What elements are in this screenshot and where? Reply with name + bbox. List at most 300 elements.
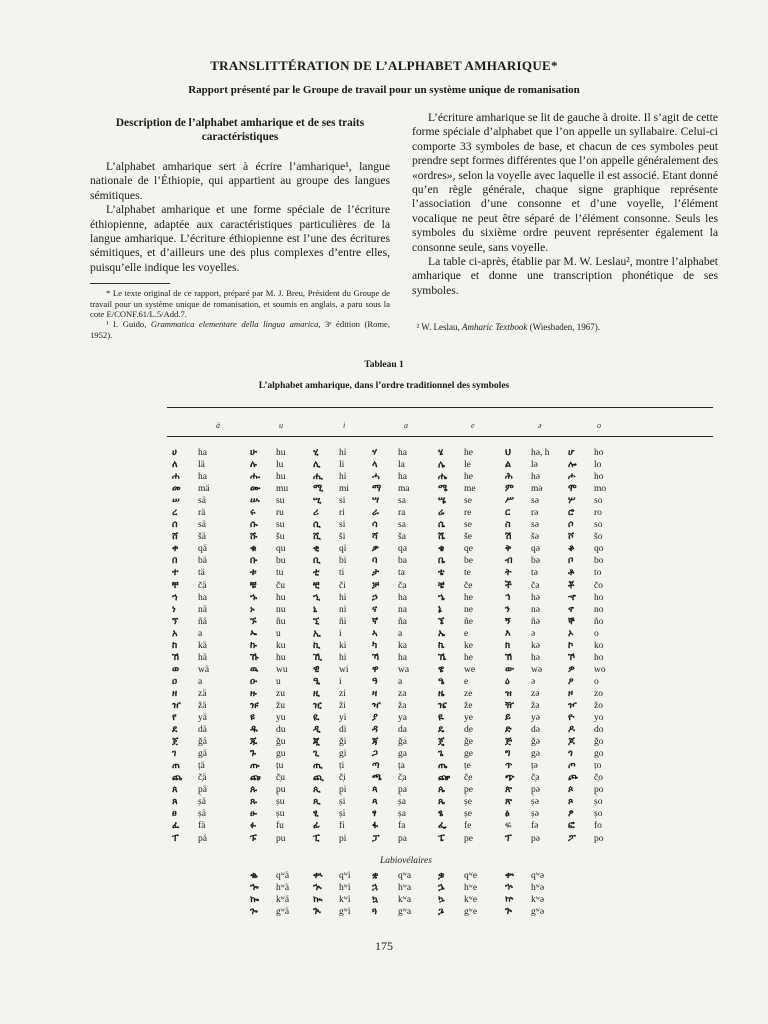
page-number: 175 — [375, 939, 393, 953]
table-cell — [505, 531, 549, 543]
transliteration: hu — [276, 652, 286, 663]
amharic-glyph: ኔ — [438, 603, 442, 615]
amharic-glyph: ግ — [505, 748, 511, 760]
amharic-glyph: ጃ — [372, 736, 379, 748]
transliteration: i — [339, 628, 342, 639]
transliteration: bo — [594, 556, 604, 567]
amharic-glyph: ጐ — [250, 906, 258, 918]
table-cell — [372, 580, 410, 592]
table-cell — [172, 604, 210, 616]
transliteration: hʷa — [398, 883, 412, 894]
amharic-glyph: ዐ — [172, 675, 178, 687]
transliteration: ṣi — [339, 797, 346, 808]
transliteration: se — [464, 496, 472, 507]
table-cell — [313, 724, 349, 736]
table-cell — [372, 664, 410, 676]
table-cell — [568, 652, 606, 664]
amharic-glyph: ኻ — [372, 651, 380, 663]
table-cell — [172, 748, 210, 760]
transliteration: gu — [276, 749, 286, 760]
amharic-glyph: ቶ — [568, 567, 575, 579]
amharic-glyph: ቃ — [372, 543, 379, 555]
amharic-glyph: ጩ — [250, 772, 261, 784]
section-heading: Description de l’alphabet amharique et de ses traits caractéristiques — [115, 117, 365, 143]
amharic-glyph: ቅ — [505, 543, 512, 555]
table-cell — [505, 724, 549, 736]
transliteration: fä — [198, 821, 206, 832]
transliteration: mo — [594, 484, 607, 495]
amharic-glyph: ሣ — [372, 495, 380, 507]
transliteration: zi — [339, 688, 346, 699]
table-cell — [172, 483, 210, 495]
table-cell — [438, 870, 477, 882]
table-cell — [568, 664, 606, 676]
amharic-glyph: ጨ — [172, 772, 183, 784]
table-cell — [568, 531, 606, 543]
amharic-glyph: ሑ — [250, 471, 260, 483]
transliteration: kʷe — [464, 895, 478, 906]
transliteration: ki — [339, 640, 347, 651]
table-cell — [505, 543, 549, 555]
table-cell — [313, 616, 349, 628]
table-top-rule — [167, 407, 713, 408]
amharic-glyph: ፐ — [172, 832, 179, 844]
amharic-glyph: ኞ — [568, 615, 575, 627]
table-cell — [250, 870, 289, 882]
table-cell — [250, 664, 288, 676]
table-cell — [372, 507, 410, 519]
transliteration: ə — [531, 628, 536, 639]
table-cell — [568, 808, 606, 820]
transliteration: yə — [531, 713, 540, 724]
table-cell — [250, 567, 288, 579]
transliteration: də — [531, 725, 540, 736]
amharic-glyph: ኴ — [438, 894, 445, 906]
amharic-glyph: ሎ — [568, 459, 577, 471]
transliteration: li — [339, 460, 345, 471]
table-cell — [172, 471, 210, 483]
amharic-glyph: ጺ — [313, 796, 321, 808]
amharic-glyph: ሁ — [250, 447, 258, 458]
amharic-glyph: ኜ — [438, 615, 445, 627]
table-cell — [313, 906, 350, 918]
labiovelar-column — [505, 870, 544, 918]
table-cell — [568, 724, 606, 736]
transliteration: re — [464, 508, 472, 519]
transliteration: šä — [198, 532, 206, 543]
table-cell — [313, 760, 349, 772]
amharic-glyph: ዓ — [372, 675, 378, 687]
table-cell — [172, 736, 210, 748]
amharic-glyph: ጓ — [372, 906, 378, 918]
amharic-glyph: ፓ — [372, 832, 380, 844]
table-cell — [568, 507, 606, 519]
transliteration: ṣə — [531, 797, 539, 808]
amharic-glyph: ፑ — [250, 832, 257, 844]
transliteration: a — [198, 676, 203, 687]
transliteration: ho — [594, 472, 604, 483]
amharic-glyph: ዚ — [313, 687, 320, 699]
amharic-glyph: ፂ — [313, 808, 319, 820]
transliteration: he — [464, 448, 473, 458]
amharic-glyph: ኢ — [313, 627, 321, 639]
transliteration: p̣o — [594, 785, 604, 796]
amharic-glyph: ጢ — [313, 760, 323, 772]
amharic-glyph: ሕ — [505, 471, 513, 483]
table-cell — [372, 736, 410, 748]
amharic-glyph: ኛ — [372, 615, 379, 627]
right-paragraph-1: L’écriture amharique se lit de gauche à droite. Il s’agit de cette forme spéciale d’alphabet que l’on appelle un syllabaire. Celui-ci comporte 33 symboles de base, et chacun de ces symboles peut prendre sept formes différentes que l’on appelle généralement des «ordres», selon la voyelle avec laquelle il est associé. Etant donné qu’en règle générale, chaque signe graphique représente l’association d’une consonne et d’une voyelle, l’élément vocalique ne peut être séparé de l’élément consonne. Seuls les symboles du sixième ordre peuvent représenter également la consonne seule, sans voyelle. — [412, 111, 718, 254]
table-cell — [568, 592, 606, 604]
table-header-rule — [167, 436, 713, 437]
transliteration: ži — [339, 700, 346, 711]
transliteration: qu — [276, 544, 286, 555]
transliteration: wo — [594, 664, 606, 675]
amharic-glyph: ጻ — [372, 796, 378, 808]
amharic-glyph: ሌ — [438, 459, 446, 471]
table-cell — [372, 700, 410, 712]
transliteration: ṣa — [398, 809, 406, 820]
vowel-header: i — [343, 421, 346, 430]
transliteration: p̣ə — [531, 785, 540, 796]
table-cell — [372, 616, 410, 628]
transliteration: kə — [531, 640, 540, 651]
transliteration: ba — [398, 556, 407, 567]
amharic-glyph: ዮ — [568, 712, 575, 724]
transliteration: qä — [198, 544, 207, 555]
amharic-glyph: ቻ — [372, 579, 380, 591]
amharic-glyph: ሼ — [438, 531, 446, 543]
amharic-glyph: ሬ — [438, 507, 445, 519]
table-cell — [313, 471, 349, 483]
table-cell — [172, 447, 210, 459]
transliteration: pe — [464, 833, 473, 844]
transliteration: zä — [198, 688, 207, 699]
transliteration: že — [464, 700, 473, 711]
amharic-glyph: ዉ — [250, 663, 259, 675]
amharic-glyph: ጭ — [505, 772, 515, 784]
amharic-glyph: ጽ — [505, 796, 512, 808]
transliteration: hä — [198, 652, 207, 663]
amharic-glyph: ና — [372, 603, 378, 615]
transliteration: tu — [276, 568, 284, 579]
amharic-glyph: ኝ — [505, 615, 511, 627]
amharic-glyph: ዦ — [568, 699, 577, 711]
amharic-glyph: ኚ — [313, 615, 320, 627]
amharic-glyph: ጦ — [568, 760, 576, 772]
transliteration: wi — [339, 664, 349, 675]
transliteration: čo — [594, 580, 603, 591]
transliteration: bi — [339, 556, 347, 567]
amharic-glyph: ፉ — [250, 820, 257, 832]
table-cell — [250, 628, 288, 640]
amharic-glyph: ቹ — [250, 579, 257, 591]
transliteration: še — [464, 532, 472, 543]
transliteration: de — [464, 725, 473, 736]
table-cell — [568, 543, 606, 555]
transliteration: ma — [398, 484, 410, 495]
table-cell — [568, 700, 606, 712]
table-cell — [313, 688, 349, 700]
transliteration: la — [398, 460, 405, 471]
amharic-glyph: ቀ — [172, 543, 179, 555]
transliteration: ñə — [531, 616, 540, 627]
table-cell — [172, 555, 210, 567]
transliteration: so — [594, 496, 603, 507]
table-cell — [505, 688, 549, 700]
transliteration: qi — [339, 544, 347, 555]
amharic-glyph: ቡ — [250, 555, 258, 567]
amharic-glyph: ኊ — [313, 882, 322, 894]
table-cell — [568, 580, 606, 592]
transliteration: ha — [398, 448, 407, 458]
transliteration: da — [398, 725, 407, 736]
amharic-glyph: ሮ — [568, 507, 575, 519]
table-cell — [438, 519, 476, 531]
transliteration: kʷə — [531, 895, 545, 906]
amharic-glyph: ቄ — [438, 543, 445, 555]
table-cell — [505, 447, 549, 459]
transliteration: gʷä — [276, 907, 290, 918]
table-cell — [438, 459, 476, 471]
transliteration: tə — [531, 568, 538, 579]
amharic-glyph: ሚ — [313, 483, 324, 495]
transliteration: hə — [531, 472, 540, 483]
transliteration: a — [398, 628, 403, 639]
amharic-glyph: ሱ — [250, 519, 258, 531]
table-cell — [372, 676, 410, 688]
footnote-1 — [90, 319, 390, 340]
footnote-2-prefix: ² W. Leslau, — [416, 322, 462, 332]
transliteration: šə — [531, 532, 539, 543]
transliteration: č̣i — [339, 773, 346, 784]
transliteration: u — [276, 628, 281, 639]
vowel-header: o — [597, 421, 601, 430]
transliteration: rä — [198, 508, 206, 519]
amharic-glyph: ዶ — [568, 724, 575, 736]
table-cell — [505, 507, 549, 519]
transliteration: ha — [198, 592, 207, 603]
table-cell — [372, 652, 410, 664]
table-cell — [438, 724, 476, 736]
table-cell — [568, 459, 606, 471]
table-cell — [172, 676, 210, 688]
amharic-glyph: ኄ — [438, 591, 445, 603]
amharic-glyph: ኲ — [313, 894, 323, 906]
amharic-glyph: ላ — [372, 459, 378, 471]
transliteration: fe — [464, 821, 472, 832]
transliteration: mu — [276, 484, 289, 495]
amharic-glyph: ዒ — [313, 675, 321, 687]
transliteration: to — [594, 568, 602, 579]
amharic-glyph: ኸ — [172, 651, 180, 663]
amharic-glyph: ሂ — [313, 447, 319, 458]
table-cell — [250, 760, 288, 772]
amharic-glyph: ኽ — [505, 651, 512, 663]
transliteration: ṣe — [464, 797, 472, 808]
table-cell — [372, 882, 411, 894]
table-cell — [505, 676, 549, 688]
amharic-glyph: ቊ — [313, 870, 323, 881]
table-cell — [172, 519, 210, 531]
table-cell — [505, 784, 549, 796]
table-cell — [372, 495, 410, 507]
amharic-glyph: ኡ — [250, 627, 257, 639]
table-cell — [372, 447, 410, 459]
transliteration: hə, h — [531, 448, 550, 458]
table-cell — [372, 519, 410, 531]
transliteration: ṭi — [339, 761, 345, 772]
transliteration: či — [339, 580, 346, 591]
transliteration: se — [464, 520, 472, 531]
transliteration: qʷa — [398, 871, 412, 881]
transliteration: ṭa — [398, 761, 405, 772]
table-cell — [313, 447, 349, 459]
amharic-glyph: ኋ — [372, 882, 378, 894]
table-cell — [250, 555, 288, 567]
table-cell — [438, 760, 476, 772]
amharic-glyph: ኙ — [250, 615, 257, 627]
table-cell — [172, 688, 210, 700]
table-cell — [568, 796, 606, 808]
amharic-glyph: ዠ — [172, 699, 181, 711]
amharic-glyph: ዔ — [438, 675, 445, 687]
amharic-glyph: ጄ — [438, 736, 445, 748]
table-cell — [505, 567, 549, 579]
table-cell — [313, 543, 349, 555]
table-cell — [505, 894, 544, 906]
transliteration: ge — [464, 749, 473, 760]
amharic-glyph: ከ — [172, 639, 178, 651]
table-cell — [372, 567, 410, 579]
amharic-glyph: ዖ — [568, 675, 574, 687]
amharic-glyph: ጵ — [505, 784, 512, 796]
amharic-glyph: ሞ — [568, 483, 577, 495]
amharic-glyph: ፃ — [372, 808, 377, 820]
table-cell — [172, 820, 210, 832]
table-cell — [505, 471, 549, 483]
transliteration: p̣a — [398, 785, 407, 796]
amharic-glyph: ጪ — [313, 772, 324, 784]
transliteration: hi — [339, 592, 347, 603]
table-cell — [250, 495, 288, 507]
amharic-glyph: ኤ — [438, 627, 446, 639]
transliteration: hi — [339, 472, 347, 483]
table-cell — [172, 808, 210, 820]
transliteration: du — [276, 725, 286, 736]
right-paragraph-2: La table ci-après, établie par M. W. Leslau², montre l’alphabet amharique et donne une transcription phonétique de ses symboles. — [412, 255, 718, 297]
table-cell — [313, 736, 349, 748]
footnote-2-title: Amharic Textbook — [461, 322, 528, 332]
transliteration: po — [594, 833, 604, 844]
transliteration: fi — [339, 821, 345, 832]
table-cell — [172, 772, 210, 784]
table-cell — [568, 628, 606, 640]
transliteration: p̣ä — [198, 785, 207, 796]
table-cell — [505, 640, 549, 652]
amharic-glyph: ሦ — [568, 495, 576, 507]
amharic-glyph: ጹ — [250, 796, 257, 808]
amharic-glyph: ቸ — [172, 579, 179, 591]
table-cell — [172, 724, 210, 736]
transliteration: hə — [531, 652, 540, 663]
labiovelar-column — [372, 870, 411, 918]
amharic-glyph: ፆ — [568, 808, 574, 820]
table-cell — [505, 736, 549, 748]
amharic-glyph: ባ — [372, 555, 378, 567]
amharic-glyph: ኮ — [568, 639, 574, 651]
table-cell — [438, 628, 476, 640]
table-cell — [372, 833, 410, 845]
amharic-glyph: ቺ — [313, 579, 320, 591]
transliteration: e — [464, 628, 469, 639]
transliteration: qʷe — [464, 871, 478, 881]
transliteration: yä — [198, 713, 207, 724]
table-cell — [372, 483, 410, 495]
transliteration: ṣa — [398, 797, 406, 808]
transliteration: ha — [398, 472, 407, 483]
table-cell — [505, 664, 549, 676]
table-cell — [438, 555, 476, 567]
transliteration: zə — [531, 688, 540, 699]
amharic-glyph: ክ — [505, 639, 511, 651]
transliteration: ñe — [464, 616, 473, 627]
transliteration: hə — [531, 592, 540, 603]
transliteration: qa — [398, 544, 407, 555]
amharic-glyph: ዤ — [438, 699, 447, 711]
table-cell — [568, 772, 606, 784]
amharic-glyph: ል — [505, 459, 512, 471]
transliteration: ho — [594, 592, 604, 603]
transliteration: p̣i — [339, 785, 347, 796]
footnote-1-suffix: , 3ᵉ édition (Rome, 1952). — [90, 319, 391, 340]
table-cell — [505, 748, 549, 760]
amharic-glyph: ኀ — [172, 591, 178, 603]
footnote-2 — [412, 322, 718, 333]
amharic-glyph: ኅ — [505, 591, 511, 603]
table-cell — [568, 760, 606, 772]
order-column — [438, 447, 476, 845]
amharic-glyph: ራ — [372, 507, 379, 519]
transliteration: ñi — [339, 616, 347, 627]
transliteration: a — [198, 628, 203, 639]
table-cell — [438, 471, 476, 483]
table-cell — [505, 628, 549, 640]
transliteration: dä — [198, 725, 207, 736]
transliteration: čə — [531, 580, 540, 591]
transliteration: sə — [531, 520, 539, 531]
amharic-glyph: ም — [505, 483, 514, 495]
table-cell — [372, 808, 410, 820]
transliteration: hi — [339, 448, 347, 458]
transliteration: bä — [198, 556, 207, 567]
transliteration: qə — [531, 544, 540, 555]
amharic-glyph: ን — [505, 603, 510, 615]
table-cell — [438, 567, 476, 579]
transliteration: žu — [276, 700, 285, 711]
table-cell — [172, 628, 210, 640]
transliteration: gʷi — [339, 907, 351, 918]
amharic-glyph: ዛ — [372, 687, 378, 699]
table-cell — [172, 796, 210, 808]
table-cell — [313, 567, 349, 579]
transliteration: ño — [594, 616, 604, 627]
transliteration: ǧi — [339, 737, 347, 748]
transliteration: ṣu — [276, 809, 285, 820]
transliteration: šu — [276, 532, 285, 543]
table-cell — [438, 664, 476, 676]
amharic-glyph: ቲ — [313, 567, 320, 579]
